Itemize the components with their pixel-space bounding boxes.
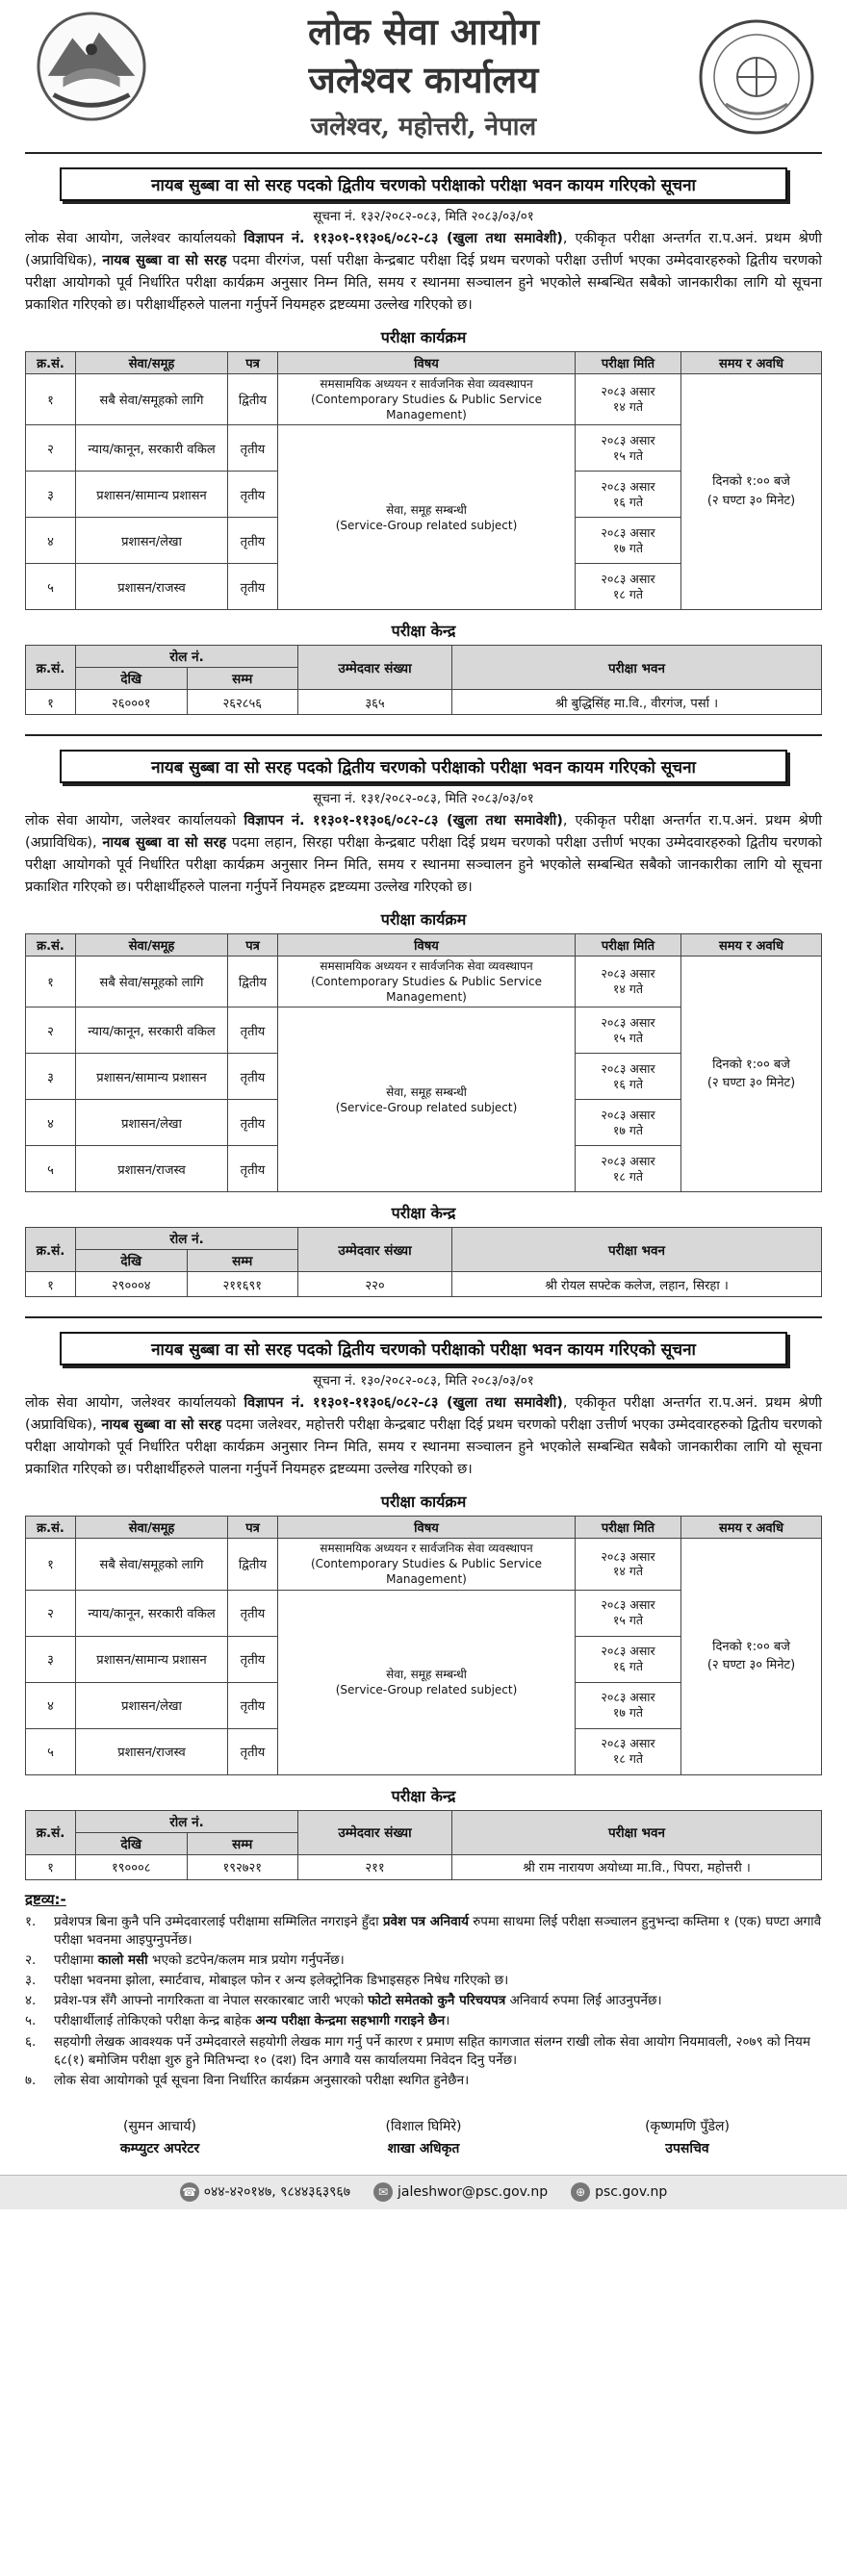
notice-body: लोक सेवा आयोग, जलेश्वर कार्यालयको विज्ञापन नं. ११३०१-११३०६/०८२-८३ (खुला तथा समावेशी), एकीकृत परीक्षा अन्तर्गत रा.प.अनं. प्रथम श्रेणी (अप्राविधिक), नायब सुब्बा वा सो सरह पदमा वीरगंज, पर्सा परीक्षा केन्द्रबाट परीक्षा दिई प्रथम चरणको परीक्षा उत्तीर्ण भएका उम्मेदवारहरुको द्वितीय चरणको परीक्षा आयोगको पूर्व निर्धारित परीक्षा कार्यक्रम अनुसार निम्न मिति, समय र स्थानमा सञ्चालन हुने भएकोले सम्बन्धित सबैको जानकारीका लागि यो सूचना प्रकाशित गरिएको छ। परीक्षार्थीहरुले पालना गर्नुपर्ने नियमहरु द्रष्टव्यमा उल्लेख गरिएको छ। — [25, 231, 823, 313]
exam-program-table: क्र.सं. सेवा/समूह पत्र विषय परीक्षा मिति समय र अवधि १ सबै सेवा/समूहको लागि द्वितीय समसामयिक अध्ययन र सार्वजनिक सेवा व्यवस्थापन (Contemporary Studies & Public Service Management) २०८३ असार १४ गते दिनको १:०० बजे (२ घण्टा ३० मिनेट) २ न्याय/कानून, सरकारी वकिल तृतीय सेवा, समूह सम्बन्धी (Service-Group related subject) २०८३ असार १५ गते ३ प्रशासन/सामान्य प्रशासन तृतीय २०८३ असार १६ गते ४ प्रशासन/लेखा तृतीय २०८३ असार १७ गते ५ प्रशासन/राजस्व तृतीय २०८३ असार १८ गते — [25, 933, 822, 1193]
notice-block — [25, 167, 822, 715]
notice-title: नायब सुब्बा वा सो सरह पदको द्वितीय चरणको परीक्षाको परीक्षा भवन कायम गरिएको सूचना — [60, 750, 787, 783]
footer-website[interactable]: ⊕ psc.gov.np — [571, 2182, 667, 2202]
list-item: ४. प्रवेश-पत्र सँगै आफ्नो नागरिकता वा नेपाल सरकारबाट जारी भएको फोटो समेतको कुनै परिचयपत्र अनिवार्य रुपमा लिई आउनुपर्नेछ। — [25, 1993, 662, 2009]
table-row: २ न्याय/कानून, सरकारी वकिल तृतीय सेवा, समूह सम्बन्धी (Service-Group related subject) २०८३ असार १५ गते — [26, 1007, 822, 1054]
notice-body: लोक सेवा आयोग, जलेश्वर कार्यालयको विज्ञापन नं. ११३०१-११३०६/०८२-८३ (खुला तथा समावेशी), एकीकृत परीक्षा अन्तर्गत रा.प.अनं. प्रथम श्रेणी (अप्राविधिक), नायब सुब्बा वा सो सरह पदमा लहान, सिरहा परीक्षा केन्द्रबाट परीक्षा दिई प्रथम चरणको परीक्षा उत्तीर्ण भएका उम्मेदवारहरुको द्वितीय चरणको परीक्षा आयोगको पूर्व निर्धारित परीक्षा कार्यक्रम अनुसार निम्न मिति, समय र स्थानमा सञ्चालन हुने भएकोले सम्बन्धित सबैको जानकारीका लागि यो सूचना प्रकाशित गरिएको छ। परीक्षार्थीहरुले पालना गर्नुपर्ने नियमहरु द्रष्टव्यमा उल्लेख गरिएको छ। — [25, 813, 823, 895]
table-row: १ १९०००८ १९२७२१ २११ श्री राम नारायण अयोध्या मा.वि., पिपरा, महोत्तरी । — [26, 1854, 822, 1879]
notice-block — [25, 1316, 822, 1879]
list-item: ३. परीक्षा भवनमा झोला, स्मार्टवाच, मोबाइल फोन र अन्य इलेक्ट्रोनिक डिभाइसहरु निषेध गरिएको छ। — [25, 1973, 509, 1989]
center-title: परीक्षा केन्द्र — [391, 622, 456, 641]
psc-seal-icon — [697, 17, 816, 137]
org-name: लोक सेवा आयोग — [307, 10, 540, 53]
table-row: ३ प्रशासन/सामान्य प्रशासन तृतीय २०८३ असार १६ गते — [26, 1636, 822, 1682]
signature-block — [64, 2117, 783, 2157]
table-row: २ न्याय/कानून, सरकारी वकिल तृतीय सेवा, समूह सम्बन्धी (Service-Group related subject) २०८३ असार १५ गते — [26, 425, 822, 472]
table-row: ४ प्रशासन/लेखा तृतीय २०८३ असार १७ गते — [26, 1682, 822, 1728]
footer-phone: ☎ ०४४-४२०१४७, ९८४४३६३९६७ — [180, 2182, 350, 2202]
table-row: ४ प्रशासन/लेखा तृतीय २०८३ असार १७ गते — [26, 1100, 822, 1146]
list-item: ५. परीक्षार्थीलाई तोकिएको परीक्षा केन्द्र बाहेक अन्य परीक्षा केन्द्रमा सहभागी गराइने छैन। — [25, 2013, 450, 2029]
list-item: २. परीक्षामा कालो मसी भएको डटपेन/कलम मात्र प्रयोग गर्नुपर्नेछ। — [25, 1951, 345, 1968]
table-row: ५ प्रशासन/राजस्व तृतीय २०८३ असार १८ गते — [26, 564, 822, 610]
office-header — [25, 0, 822, 154]
program-title: परीक्षा कार्यक्रम — [380, 909, 467, 929]
instructions-list — [25, 1913, 822, 2090]
notice-reference: सूचना नं. १३२/२०८२-०८३, मिति २०८३/०३/०१ — [313, 209, 534, 224]
exam-center-table: क्र.सं. रोल नं. उम्मेदवार संख्या परीक्षा भवन देखि सम्म १ १९०००८ १९२७२१ २११ श्री राम नारायण अयोध्या मा.वि., पिपरा, महोत्तरी । — [25, 1810, 822, 1880]
table-row: ४ प्रशासन/लेखा तृतीय २०८३ असार १७ गते — [26, 518, 822, 564]
program-title: परीक्षा कार्यक्रम — [380, 1492, 467, 1511]
table-row: २ न्याय/कानून, सरकारी वकिल तृतीय सेवा, समूह सम्बन्धी (Service-Group related subject) २०८३ असार १५ गते — [26, 1590, 822, 1636]
signature-computer-operator: (सुमन आचार्य) कम्प्युटर अपरेटर — [119, 2118, 200, 2156]
list-item: ७. लोक सेवा आयोगको पूर्व सूचना विना निर्धारित कार्यक्रम अनुसारको परीक्षा स्थगित हुनेछैन। — [25, 2072, 470, 2088]
office-name: जलेश्वर कार्यालय — [308, 58, 539, 101]
notice-reference: सूचना नं. १३१/२०८२-०८३, मिति २०८३/०३/०१ — [313, 791, 534, 807]
notice-reference: सूचना नं. १३०/२०८२-०८३, मिति २०८३/०३/०१ — [313, 1373, 534, 1390]
program-title: परीक्षा कार्यक्रम — [380, 327, 467, 346]
table-row: १ सबै सेवा/समूहको लागि द्वितीय समसामयिक अध्ययन र सार्वजनिक सेवा व्यवस्थापन (Contemporary Studies & Public Service Management) २०८३ असार १४ गते दिनको १:०० बजे (२ घण्टा ३० मिनेट) — [26, 956, 822, 1007]
office-address: जलेश्वर, महोत्तरी, नेपाल — [310, 113, 537, 141]
signature-under-secretary: (कृष्णमणि पुँडेल) उपसचिव — [645, 2118, 730, 2156]
center-title: परीक्षा केन्द्र — [391, 1786, 456, 1805]
footer-email[interactable]: ✉ jaleshwor@psc.gov.np — [373, 2182, 548, 2202]
notice-body: लोक सेवा आयोग, जलेश्वर कार्यालयको विज्ञापन नं. ११३०१-११३०६/०८२-८३ (खुला तथा समावेशी), एकीकृत परीक्षा अन्तर्गत रा.प.अनं. प्रथम श्रेणी (अप्राविधिक), नायब सुब्बा वा सो सरह पदमा जलेश्वर, महोत्तरी परीक्षा केन्द्रबाट परीक्षा दिई प्रथम चरणको परीक्षा उत्तीर्ण भएका उम्मेदवारहरुको द्वितीय चरणको परीक्षा आयोगको पूर्व निर्धारित परीक्षा कार्यक्रम अनुसार निम्न मिति, समय र स्थानमा सञ्चालन हुने भएकोले सम्बन्धित सबैको जानकारीका लागि यो सूचना प्रकाशित गरिएको छ। परीक्षार्थीहरुले पालना गर्नुपर्ने नियमहरु द्रष्टव्यमा उल्लेख गरिएको छ। — [25, 1395, 823, 1478]
table-row: ५ प्रशासन/राजस्व तृतीय २०८३ असार १८ गते — [26, 1146, 822, 1192]
email-icon: ✉ — [373, 2182, 393, 2202]
contact-footer — [0, 2175, 847, 2209]
globe-icon: ⊕ — [571, 2182, 590, 2202]
table-row: १ सबै सेवा/समूहको लागि द्वितीय समसामयिक अध्ययन र सार्वजनिक सेवा व्यवस्थापन (Contemporary Studies & Public Service Management) २०८३ असार १४ गते दिनको १:०० बजे (२ घण्टा ३० मिनेट) — [26, 373, 822, 425]
exam-program-table: क्र.सं. सेवा/समूह पत्र विषय परीक्षा मिति समय र अवधि १ सबै सेवा/समूहको लागि द्वितीय समसामयिक अध्ययन र सार्वजनिक सेवा व्यवस्थापन (Contemporary Studies & Public Service Management) २०८३ असार १४ गते दिनको १:०० बजे (२ घण्टा ३० मिनेट) २ न्याय/कानून, सरकारी वकिल तृतीय सेवा, समूह सम्बन्धी (Service-Group related subject) २०८३ असार १५ गते ३ प्रशासन/सामान्य प्रशासन तृतीय २०८३ असार १६ गते ४ प्रशासन/लेखा तृतीय २०८३ असार १७ गते ५ प्रशासन/राजस्व तृतीय २०८३ असार १८ गते — [25, 351, 822, 611]
table-row: ३ प्रशासन/सामान्य प्रशासन तृतीय २०८३ असार १६ गते — [26, 472, 822, 518]
instructions-title: द्रष्टव्य:- — [25, 1890, 66, 1908]
table-row: १ २६०००१ २६२८५६ ३६५ श्री बुद्धिसिंह मा.वि., वीरगंज, पर्सा । — [26, 690, 822, 715]
exam-program-table: क्र.सं. सेवा/समूह पत्र विषय परीक्षा मिति समय र अवधि १ सबै सेवा/समूहको लागि द्वितीय समसामयिक अध्ययन र सार्वजनिक सेवा व्यवस्थापन (Contemporary Studies & Public Service Management) २०८३ असार १४ गते दिनको १:०० बजे (२ घण्टा ३० मिनेट) २ न्याय/कानून, सरकारी वकिल तृतीय सेवा, समूह सम्बन्धी (Service-Group related subject) २०८३ असार १५ गते ३ प्रशासन/सामान्य प्रशासन तृतीय २०८३ असार १६ गते ४ प्रशासन/लेखा तृतीय २०८३ असार १७ गते ५ प्रशासन/राजस्व तृतीय २०८३ असार १८ गते — [25, 1516, 822, 1775]
notice-title: नायब सुब्बा वा सो सरह पदको द्वितीय चरणको परीक्षाको परीक्षा भवन कायम गरिएको सूचना — [60, 1332, 787, 1365]
exam-center-table: क्र.सं. रोल नं. उम्मेदवार संख्या परीक्षा भवन देखि सम्म १ २९०००४ २११६९१ २२० श्री रोयल सफ्टेक कलेज, लहान, सिरहा । — [25, 1227, 822, 1297]
table-row: ३ प्रशासन/सामान्य प्रशासन तृतीय २०८३ असार १६ गते — [26, 1054, 822, 1100]
list-item: १. प्रवेशपत्र बिना कुनै पनि उम्मेदवारलाई परीक्षामा सम्मिलित नगराइने हुँदा प्रवेश पत्र अनिवार्य रुपमा साथमा लिई परीक्षा सञ्चालन हुनुभन्दा कम्तिमा १ (एक) घण्टा अगावै परीक्षा भवनमा आइपुग्नुपर्नेछ। — [25, 1913, 822, 1948]
center-title: परीक्षा केन्द्र — [391, 1204, 456, 1223]
table-row: १ सबै सेवा/समूहको लागि द्वितीय समसामयिक अध्ययन र सार्वजनिक सेवा व्यवस्थापन (Contemporary Studies & Public Service Management) २०८३ असार १४ गते दिनको १:०० बजे (२ घण्टा ३० मिनेट) — [26, 1539, 822, 1591]
notice-block — [25, 734, 822, 1297]
exam-center-table: क्र.सं. रोल नं. उम्मेदवार संख्या परीक्षा भवन देखि सम्म १ २६०००१ २६२८५६ ३६५ श्री बुद्धिसिंह मा.वि., वीरगंज, पर्सा । — [25, 645, 822, 715]
list-item: ६. सहयोगी लेखक आवश्यक पर्ने उम्मेदवारले सहयोगी लेखक माग गर्नु पर्ने कारण र प्रमाण सहित कागजात संलग्न राखी लोक सेवा आयोग नियमावली, २०७९ को नियम ६८(१) बमोजिम परीक्षा शुरु हुने मितिभन्दा १० (दश) दिन अगावै यस कार्यालयमा निवेदन दिनु पर्नेछ। — [25, 2033, 810, 2068]
phone-icon: ☎ — [180, 2182, 199, 2202]
notice-title: नायब सुब्बा वा सो सरह पदको द्वितीय चरणको परीक्षाको परीक्षा भवन कायम गरिएको सूचना — [60, 167, 787, 201]
table-row: ५ प्रशासन/राजस्व तृतीय २०८३ असार १८ गते — [26, 1728, 822, 1774]
signature-section-officer: (विशाल घिमिरे) शाखा अधिकृत — [385, 2118, 462, 2156]
table-row: १ २९०००४ २११६९१ २२० श्री रोयल सफ्टेक कलेज, लहान, सिरहा । — [26, 1272, 822, 1297]
